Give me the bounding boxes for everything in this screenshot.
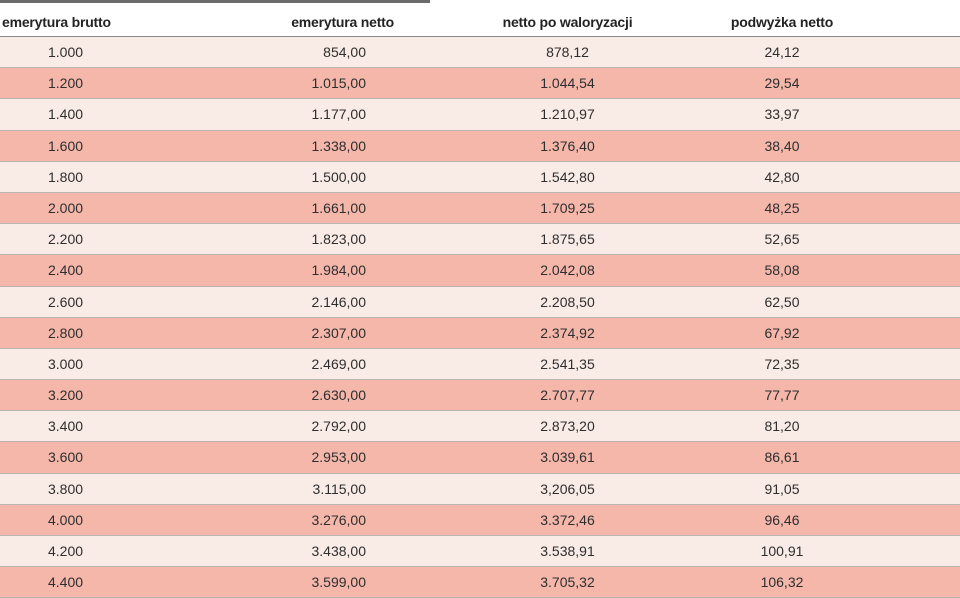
cell-net-after-indexation: 2.541,35: [540, 355, 595, 372]
cell-net-after-indexation: 3.039,61: [540, 449, 595, 466]
cell-net-increase: 100,91: [760, 543, 804, 559]
cell-net-increase: 67,92: [764, 324, 800, 341]
table-row: [0, 255, 960, 286]
cell-net-pension: 1.984,00: [311, 262, 366, 279]
table-row: [0, 318, 960, 349]
cell-net-increase: 33,97: [764, 106, 800, 123]
cell-net-after-indexation: 1.044,54: [540, 75, 595, 92]
cell-net-pension: 1.015,00: [311, 75, 366, 92]
cell-net-pension: 2.953,00: [311, 449, 366, 466]
cell-net-pension: 2.146,00: [311, 293, 366, 310]
cropped-caption-strip: [0, 0, 430, 3]
cell-net-increase: 38,40: [764, 137, 800, 154]
cell-net-after-indexation: 2.707,77: [540, 387, 595, 404]
cell-net-pension: 1.500,00: [311, 168, 366, 185]
table-row: [0, 224, 960, 255]
header-net-pension: emerytura netto: [291, 14, 394, 30]
cell-net-increase: 77,77: [764, 387, 800, 404]
table-row: [0, 442, 960, 473]
cell-gross-pension: 3.200: [48, 387, 84, 404]
cell-net-after-indexation: 1.376,40: [540, 137, 595, 154]
header-net-increase: podwyżka netto: [730, 14, 834, 30]
cell-net-after-indexation: 1.210,97: [540, 106, 595, 123]
table-row: [0, 68, 960, 99]
cell-net-increase: 48,25: [764, 199, 800, 216]
cell-net-after-indexation: 878,12: [546, 44, 589, 60]
cell-net-after-indexation: 2.208,50: [540, 293, 595, 310]
table-row: [0, 162, 960, 193]
cell-net-increase: 86,61: [764, 449, 800, 466]
cell-net-pension: 3.276,00: [311, 511, 366, 528]
cell-gross-pension: 2.000: [48, 199, 84, 216]
cell-net-increase: 24,12: [764, 44, 800, 60]
cell-gross-pension: 4.200: [48, 543, 84, 559]
cell-net-after-indexation: 1.875,65: [540, 231, 595, 248]
cell-net-pension: 3.115,00: [312, 480, 366, 497]
cell-gross-pension: 1.400: [48, 106, 84, 123]
cell-net-pension: 3.438,00: [311, 543, 366, 559]
cell-net-after-indexation: 3.372,46: [540, 511, 595, 528]
cell-net-pension: 854,00: [323, 44, 366, 60]
table-row: [0, 567, 960, 598]
cell-net-after-indexation: 3.705,32: [540, 574, 595, 591]
cell-net-increase: 96,46: [764, 511, 800, 528]
cell-net-pension: 3.599,00: [311, 574, 366, 591]
cell-gross-pension: 3.800: [48, 480, 84, 497]
cell-gross-pension: 1.600: [48, 137, 84, 154]
cell-net-pension: 2.630,00: [311, 387, 366, 404]
cell-gross-pension: 2.400: [48, 262, 84, 279]
table-row: [0, 536, 960, 567]
cell-net-increase: 62,50: [764, 293, 800, 310]
cell-gross-pension: 4.000: [48, 511, 84, 528]
cell-net-pension: 2.469,00: [311, 355, 366, 372]
cell-net-pension: 1.177,00: [311, 106, 366, 123]
cell-gross-pension: 3.000: [48, 355, 84, 372]
cell-net-increase: 81,20: [764, 418, 800, 435]
cell-net-increase: 52,65: [764, 231, 800, 248]
cell-net-increase: 58,08: [764, 262, 800, 279]
cell-net-pension: 2.792,00: [311, 418, 366, 435]
cell-gross-pension: 1.200: [48, 75, 84, 92]
table-header: [0, 6, 960, 37]
table-row: [0, 193, 960, 224]
table-row: [0, 37, 960, 68]
cell-net-increase: 106,32: [760, 574, 804, 591]
cell-net-after-indexation: 1.709,25: [540, 199, 595, 216]
table-row: [0, 349, 960, 380]
cell-gross-pension: 3.600: [48, 449, 84, 466]
table-row: [0, 99, 960, 130]
table-row: [0, 380, 960, 411]
cell-gross-pension: 2.800: [48, 324, 84, 341]
cell-net-after-indexation: 2.042,08: [540, 262, 595, 279]
cell-net-increase: 91,05: [764, 480, 800, 497]
table-row: [0, 131, 960, 162]
cell-gross-pension: 4.400: [48, 574, 84, 591]
cell-net-pension: 1.661,00: [311, 199, 366, 216]
cell-net-increase: 29,54: [764, 75, 800, 92]
table-row: [0, 411, 960, 442]
table-row: [0, 505, 960, 536]
cell-net-increase: 42,80: [764, 168, 800, 185]
cell-net-increase: 72,35: [764, 355, 800, 372]
cell-gross-pension: 1.000: [48, 44, 84, 60]
header-net-after-indexation: netto po waloryzacji: [502, 14, 633, 30]
cell-net-pension: 1.338,00: [311, 137, 366, 154]
cell-gross-pension: 2.200: [48, 231, 84, 248]
cell-gross-pension: 2.600: [48, 293, 84, 310]
cell-net-after-indexation: 1.542,80: [540, 168, 595, 185]
header-gross-pension: emerytura brutto: [2, 14, 111, 30]
cell-net-after-indexation: 3,206,05: [540, 480, 595, 497]
cell-net-pension: 2.307,00: [311, 324, 366, 341]
cell-net-after-indexation: 2.374,92: [540, 324, 595, 341]
cell-net-pension: 1.823,00: [311, 231, 366, 248]
table-row: [0, 287, 960, 318]
table-body: [0, 37, 960, 598]
cell-gross-pension: 1.800: [48, 168, 84, 185]
cell-gross-pension: 3.400: [48, 418, 84, 435]
cell-net-after-indexation: 3.538,91: [540, 543, 595, 559]
cell-net-after-indexation: 2.873,20: [540, 418, 595, 435]
table-row: [0, 474, 960, 505]
